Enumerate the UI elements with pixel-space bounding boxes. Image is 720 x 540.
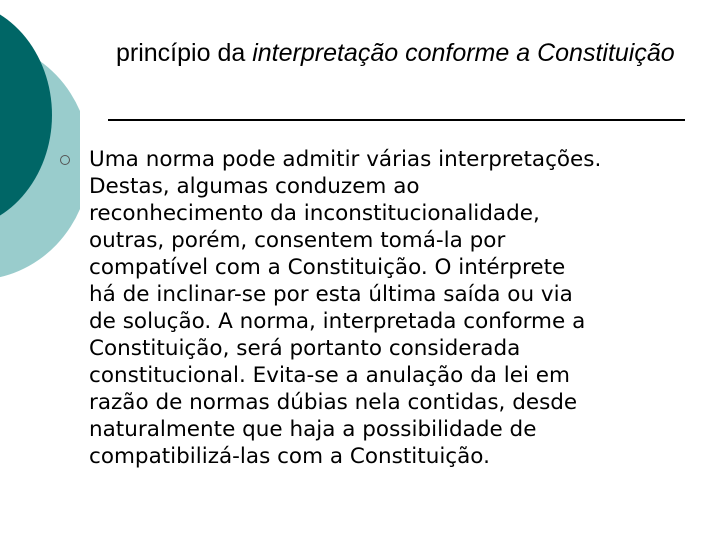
decorative-circles <box>0 0 80 300</box>
title-underline <box>108 119 685 121</box>
slide-title-italic: interpretação conforme a Constituição <box>252 39 675 67</box>
slide-title-regular: princípio da <box>116 39 253 67</box>
bullet-text: Uma norma pode admitir várias interpretações. Destas, algumas conduzem ao reconhecimento da inconstitucionalidade, outras, porém, consentem tomá-la por compatível com a Constituição. O intérprete há de inclinar-se por esta última saída ou via de solução. A norma, interpretada conforme a Constituição, será portanto considerada constitucional. Evita-se a anulação da lei em razão de normas dúbias nela contidas, desde naturalmente que haja a possibilidade de compatibilizá-las com a Constituição. <box>89 147 602 469</box>
hollow-circle-bullet-icon <box>60 155 70 165</box>
slide-title <box>116 34 686 73</box>
